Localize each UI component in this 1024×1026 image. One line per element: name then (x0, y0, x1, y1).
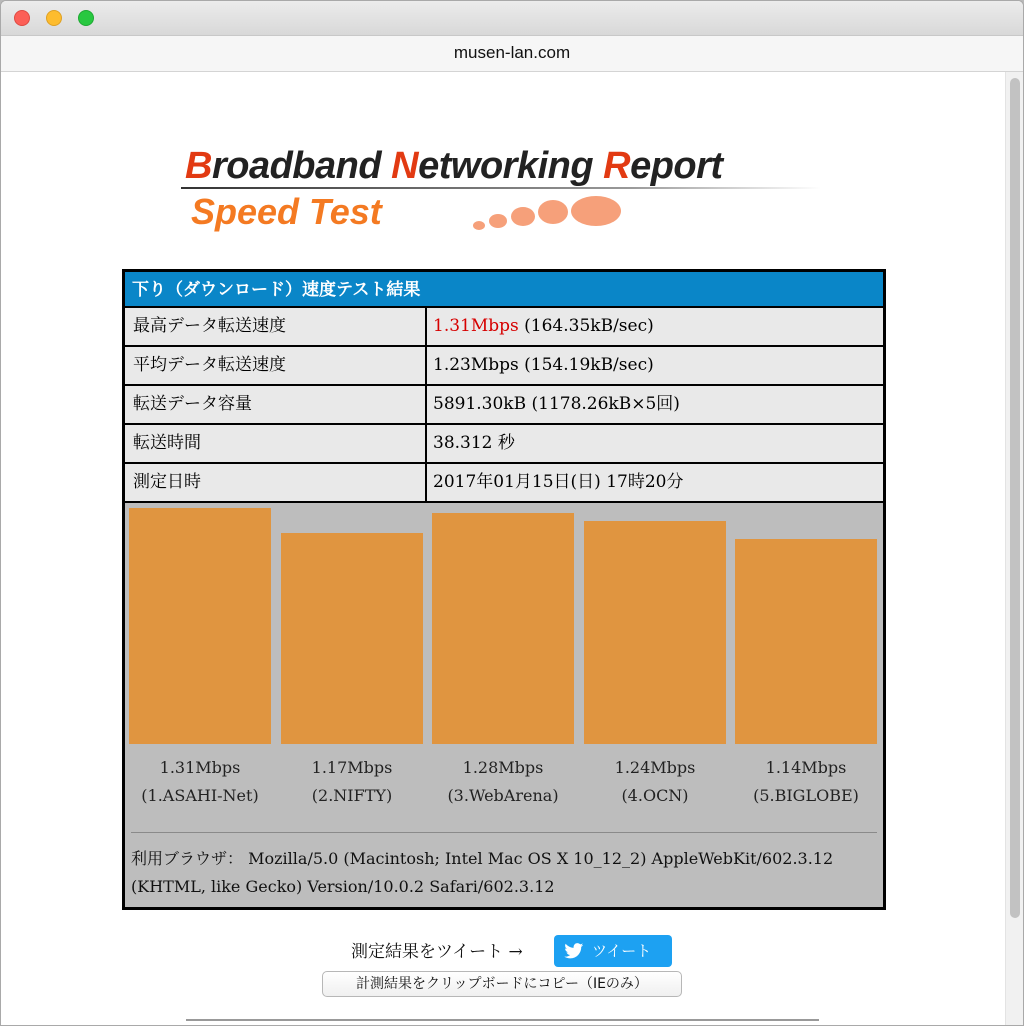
scrollbar[interactable] (1005, 72, 1024, 1025)
logo-underline (181, 187, 821, 189)
chart-value-label: 1.24Mbps (614, 758, 696, 777)
chart-category-label: (5.BIGLOBE) (753, 786, 859, 805)
twitter-bird-icon (564, 943, 584, 959)
logo-subtitle: Speed Test (191, 191, 382, 232)
row-date (125, 464, 883, 503)
title-bar (1, 1, 1023, 36)
row-value: 5891.30kB (1178.26kB×5回) (433, 394, 680, 414)
browser-info: 利用ブラウザ： Mozilla/5.0 (Macintosh; Intel Mac OS X 10_12_2) AppleWebKit/602.3.12 (KHTML, like Gecko) Version/10.0.2 Safari/602.3.12 (131, 849, 834, 896)
chart-bar (432, 513, 574, 744)
row-avg-speed (125, 347, 883, 386)
chart-category-label: (1.ASAHI-Net) (141, 786, 259, 805)
scrollbar-thumb[interactable] (1010, 78, 1020, 918)
row-label: 平均データ転送速度 (125, 347, 427, 384)
address-bar[interactable]: musen-lan.com (1, 36, 1023, 72)
row-data-volume (125, 386, 883, 425)
chart-value-label: 1.31Mbps (159, 758, 241, 777)
copy-to-clipboard-button[interactable]: 計測結果をクリップボードにコピー（IEのみ） (322, 971, 682, 997)
logo-bubble (511, 207, 535, 226)
chart-value-label: 1.17Mbps (311, 758, 393, 777)
tweet-prompt: 測定結果をツイート → (351, 942, 523, 962)
max-speed-highlight: 1.31Mbps (433, 316, 519, 336)
logo-bubble (489, 214, 507, 228)
chart-bar (281, 533, 423, 744)
row-label: 転送データ容量 (125, 386, 427, 423)
chart-category-label: (3.WebArena) (447, 786, 559, 805)
row-value: 1.31Mbps (164.35kB/sec) (433, 316, 654, 336)
speed-test-result-table (122, 269, 886, 910)
logo-bubble (473, 221, 485, 230)
divider (131, 832, 877, 833)
zoom-window-button[interactable] (78, 10, 94, 26)
logo-bubble (571, 196, 621, 226)
footer-divider (186, 1019, 819, 1021)
row-max-speed (125, 308, 883, 347)
logo-title: Broadband Networking Report (185, 145, 723, 187)
close-window-button[interactable] (14, 10, 30, 26)
chart-bar (129, 508, 271, 744)
chart-value-label: 1.28Mbps (462, 758, 544, 777)
site-logo[interactable] (181, 145, 831, 245)
row-transfer-time (125, 425, 883, 464)
chart-value-label: 1.14Mbps (765, 758, 847, 777)
row-label: 転送時間 (125, 425, 427, 462)
chart-category-label: (2.NIFTY) (311, 786, 393, 805)
minimize-window-button[interactable] (46, 10, 62, 26)
row-value: 1.23Mbps (154.19kB/sec) (433, 355, 654, 375)
row-label: 最高データ転送速度 (125, 308, 427, 345)
chart-category-label: (4.OCN) (621, 786, 689, 805)
row-value: 38.312 秒 (433, 433, 515, 453)
row-label: 測定日時 (125, 464, 427, 501)
row-value: 2017年01月15日(日) 17時20分 (433, 472, 684, 492)
tweet-button[interactable]: ツイート (554, 935, 672, 967)
logo-bubble (538, 200, 568, 224)
result-header: 下り（ダウンロード）速度テスト結果 (125, 272, 883, 308)
chart-bar (584, 521, 726, 744)
speed-bar-chart (125, 508, 883, 828)
chart-bar (735, 539, 877, 744)
